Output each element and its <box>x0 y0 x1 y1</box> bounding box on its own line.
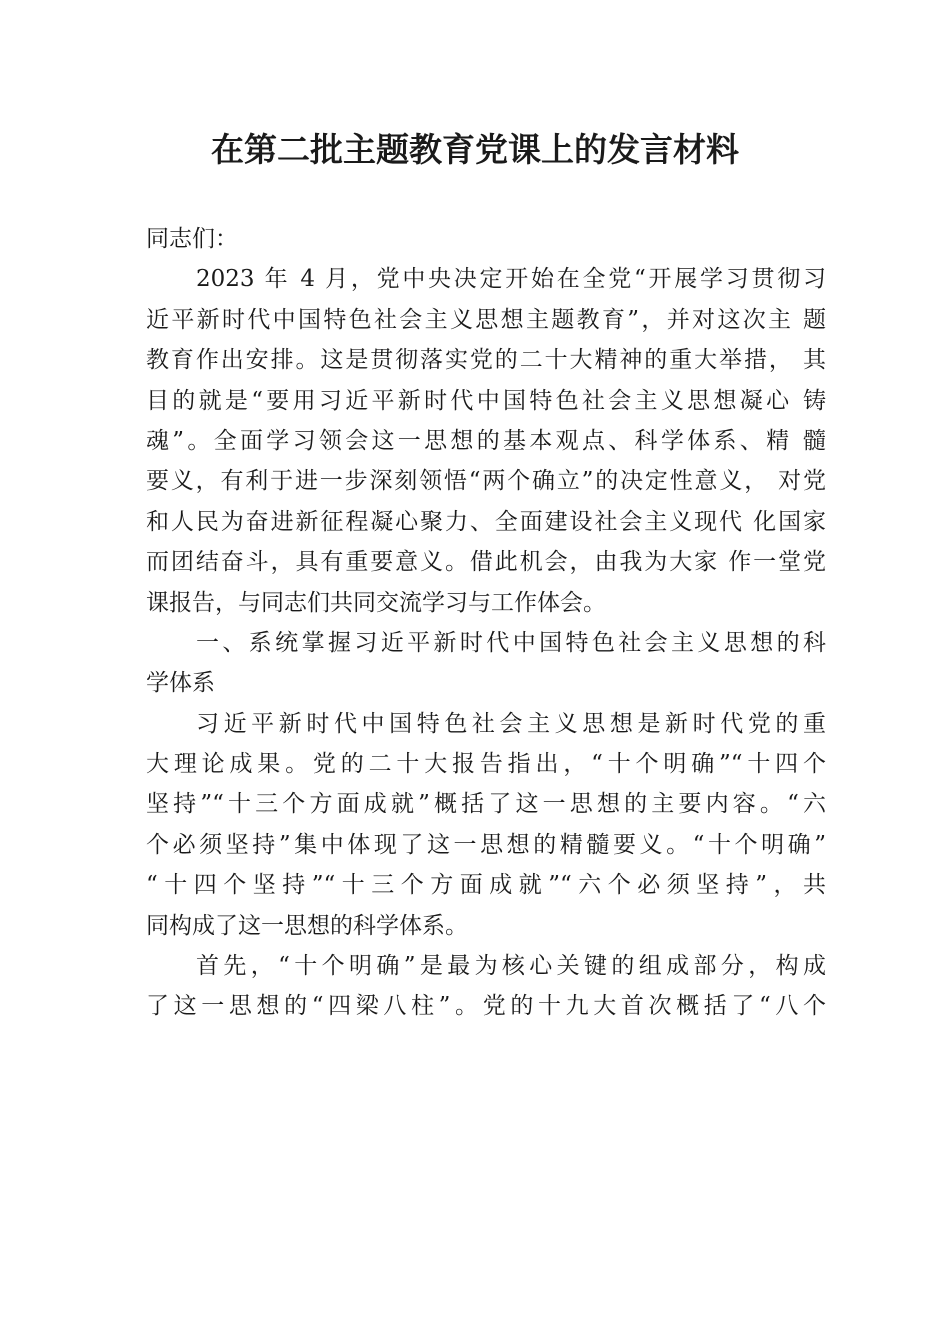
paragraph-line: 而团结奋斗，具有重要意义。借此机会，由我为大家 作一堂党 <box>146 549 826 576</box>
paragraph-line: 习近平新时代中国特色社会主义思想是新时代党的重 <box>196 710 826 737</box>
paragraph-line: 个必须坚持”集中体现了这一思想的精髓要义。“十个明确” <box>146 831 826 858</box>
paragraph-line: 目的就是“要用习近平新时代中国特色社会主义思想凝心 铸 <box>146 387 826 414</box>
paragraph-line: 近平新时代中国特色社会主义思想主题教育”，并对这次主 题 <box>146 306 826 333</box>
paragraph-line: 和人民为奋进新征程凝心聚力、全面建设社会主义现代 化国家 <box>146 508 826 535</box>
paragraph-3 <box>146 946 826 1027</box>
paragraph-line: “十四个坚持”“十三个方面成就”“六个必须坚持”，共 <box>146 872 826 899</box>
document-title: 在第二批主题教育党课上的发言材料 <box>211 130 739 169</box>
salutation-line: 同志们： <box>146 226 238 252</box>
section-heading-1 <box>146 623 826 704</box>
paragraph-line: 了这一思想的“四梁八柱”。党的十九大首次概括了“八个 <box>146 993 826 1020</box>
paragraph-line: 要义，有利于进一步深刻领悟“两个确立”的决定性意义， 对党 <box>146 468 826 495</box>
paragraph-line: 教育作出安排。这是贯彻落实党的二十大精神的重大举措， 其 <box>146 347 826 374</box>
paragraph-1 <box>146 259 826 623</box>
salutation <box>146 219 826 259</box>
document-body <box>146 219 826 1027</box>
paragraph-line: 大理论成果。党的二十大报告指出，“十个明确”“十四个 <box>146 751 826 778</box>
paragraph-line: 首先，“十个明确”是最为核心关键的组成部分，构成 <box>196 953 826 980</box>
paragraph-line: 2023 年 4 月，党中央决定开始在全党“开展学习贯彻习 <box>196 266 826 293</box>
paragraph-line: 坚持”“十三个方面成就”概括了这一思想的主要内容。“六 <box>146 791 826 818</box>
paragraph-line: 同构成了这一思想的科学体系。 <box>146 912 468 939</box>
paragraph-line: 课报告，与同志们共同交流学习与工作体会。 <box>146 589 606 616</box>
paragraph-line: 魂”。全面学习领会这一思想的基本观点、科学体系、精 髓 <box>146 427 826 454</box>
heading-line: 一、系统掌握习近平新时代中国特色社会主义思想的科 <box>196 629 826 656</box>
heading-line: 学体系 <box>146 670 215 697</box>
paragraph-2 <box>146 704 826 946</box>
